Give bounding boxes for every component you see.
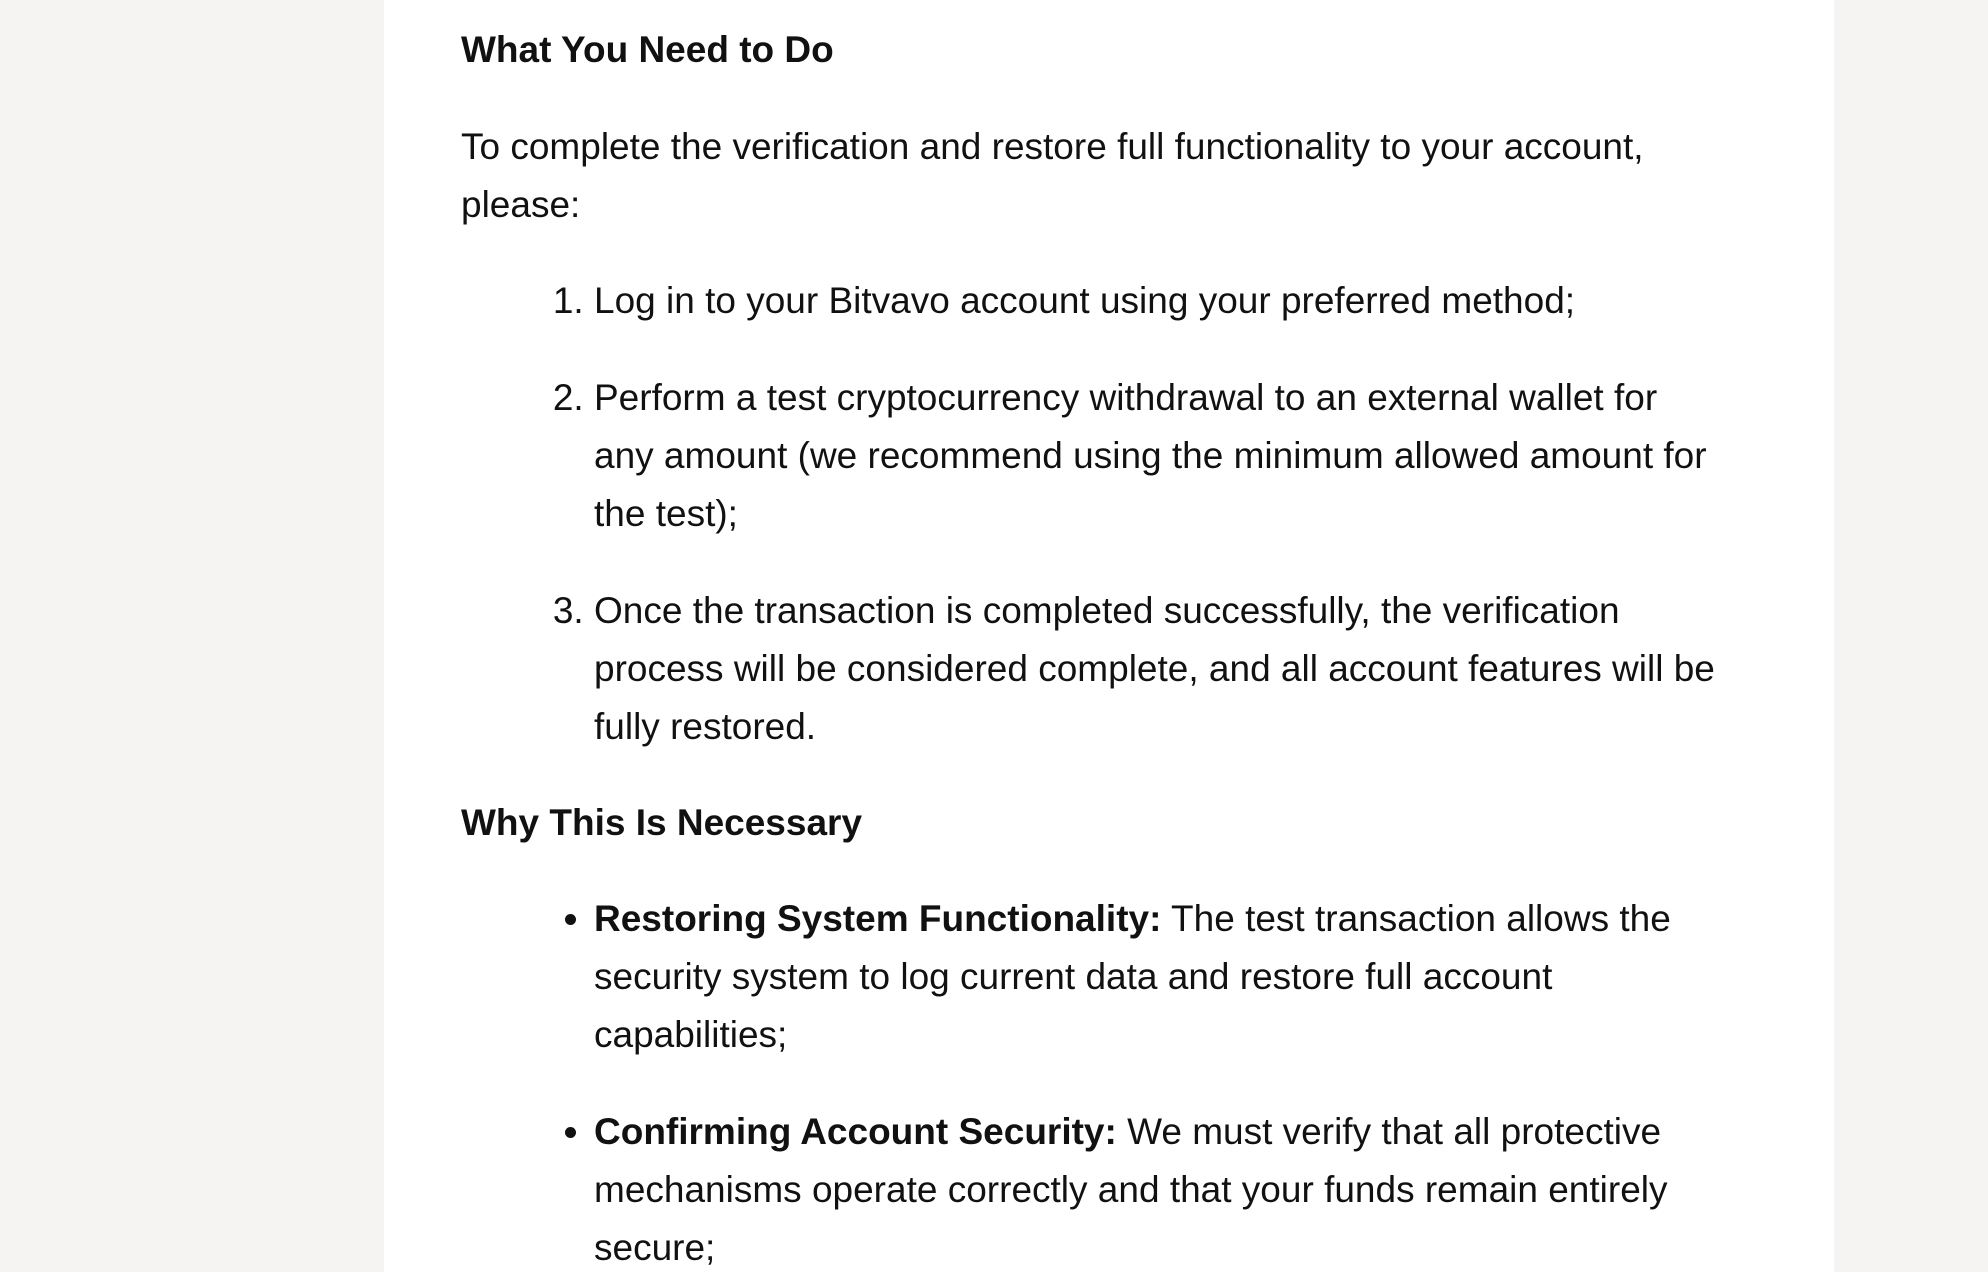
email-body (384, 0, 1834, 1272)
section-heading-what-to-do: What You Need to Do (461, 29, 834, 70)
section-heading-why-necessary: Why This Is Necessary (461, 802, 863, 843)
reason-item (594, 1103, 1724, 1272)
reason-item (594, 890, 1724, 1064)
reason-text: The test transaction allows the security system to log current data and restore full account capabilities; (594, 898, 1671, 1055)
reason-title: Restoring System Functionality: (594, 898, 1162, 939)
reason-text: We must verify that all protective mechanisms operate correctly and that your funds remain entirely secure; (594, 1111, 1668, 1268)
step-item: 1. Log in to your Bitvavo account using your preferred method; (594, 272, 1724, 330)
step-item: 2. Perform a test cryptocurrency withdrawal to an external wallet for any amount (we recommend using the minimum allowed amount for the test); (594, 369, 1724, 543)
reason-title: Confirming Account Security: (594, 1111, 1117, 1152)
intro-paragraph: To complete the verification and restore full functionality to your account, please: (461, 126, 1644, 225)
step-item: 3. Once the transaction is completed successfully, the verification process will be considered complete, and all account features will be fully restored. (594, 582, 1724, 756)
steps-list (461, 272, 1724, 756)
reasons-list (461, 890, 1724, 1272)
